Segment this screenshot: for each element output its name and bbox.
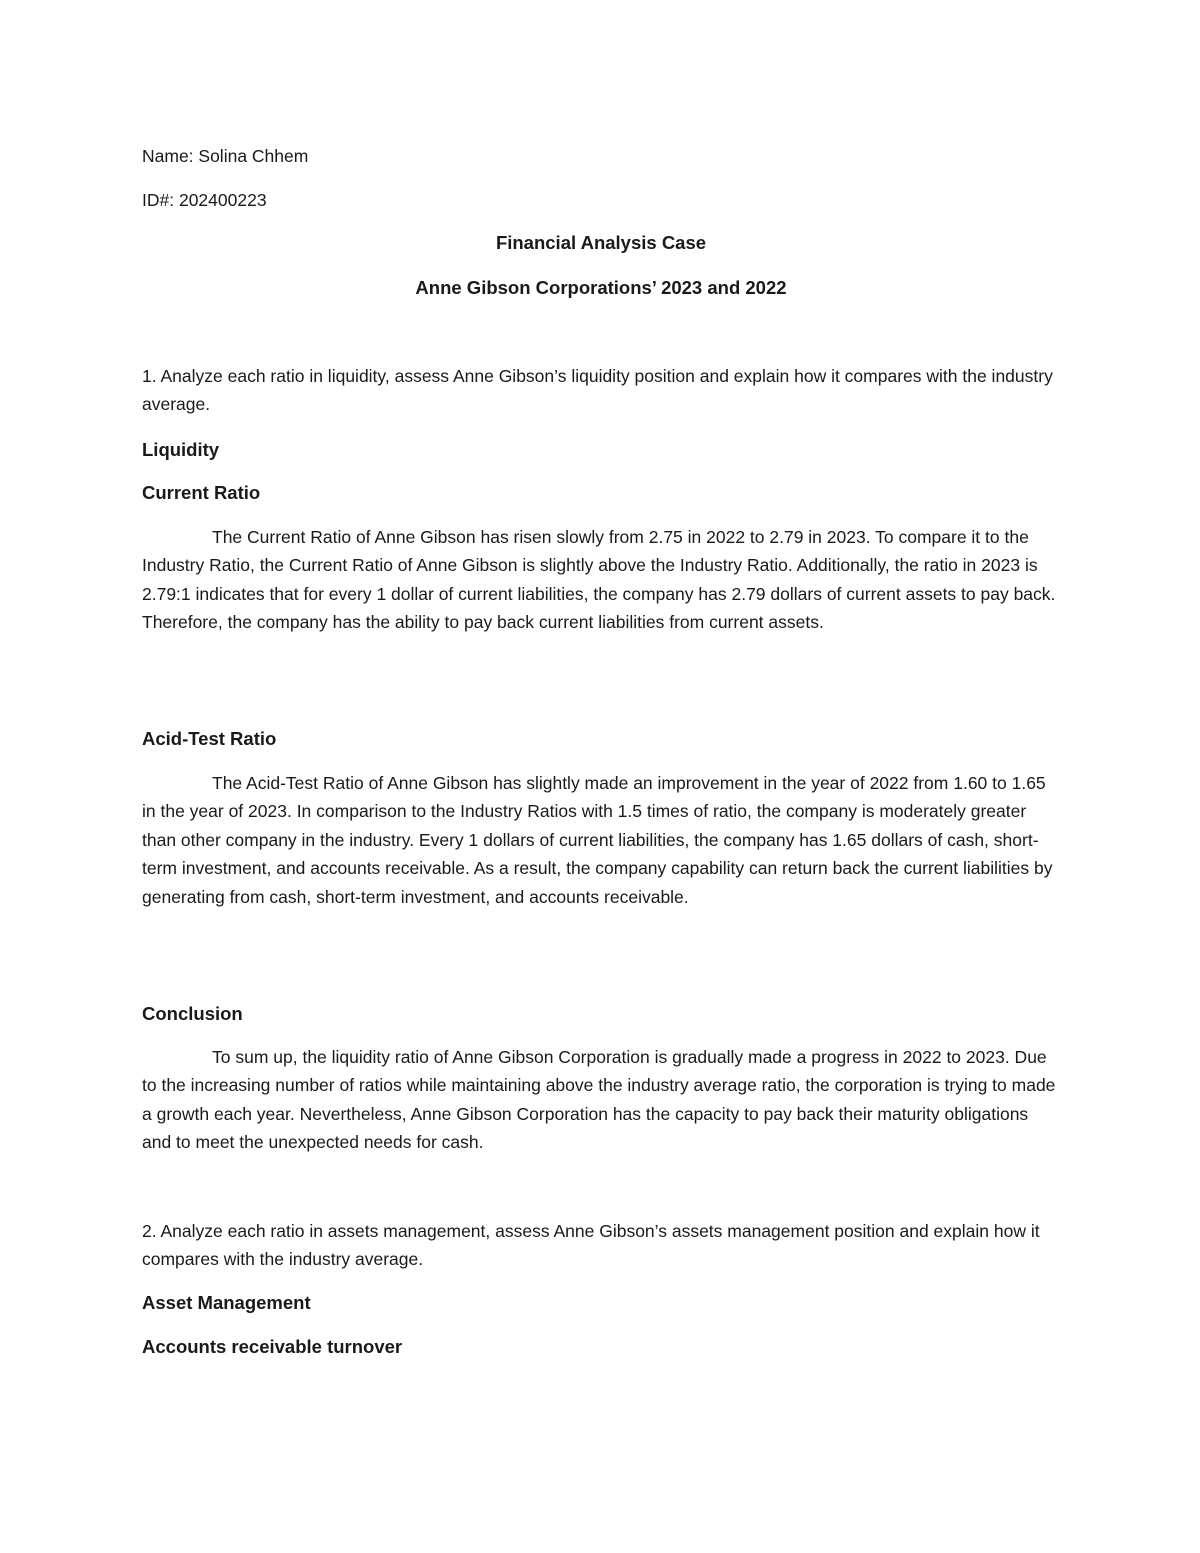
section-heading-asset-management: Asset Management [142, 1292, 311, 1313]
section-heading-liquidity: Liquidity [142, 439, 220, 460]
paragraph-conclusion: To sum up, the liquidity ratio of Anne Gibson Corporation is gradually made a progress in 2022 to 2023. Due to the increasing number of ratios while maintaining above the industry average ratio, the corporation is trying to made a growth each year. Nevertheless, Anne Gibson Corporation has the capacity to pay back their maturity obligations and to meet the unexpected needs for cash. [142, 1047, 1056, 1153]
document-subtitle: Anne Gibson Corporations’ 2023 and 2022 [415, 277, 787, 298]
paragraph-acid-test-ratio: The Acid-Test Ratio of Anne Gibson has slightly made an improvement in the year of 2022 from 1.60 to 1.65 in the year of 2023. In comparison to the Industry Ratios with 1.5 times of ratio, the company is moderately greater than other company in the industry. Every 1 dollars of current liabilities, the company has 1.65 dollars of cash, short-term investment, and accounts receivable. As a result, the company capability can return back the current liabilities by generating from cash, short-term investment, and accounts receivable. [142, 773, 1053, 907]
question-1: 1. Analyze each ratio in liquidity, assess Anne Gibson’s liquidity position and explain how it compares with the industry average. [142, 366, 1053, 415]
question-2: 2. Analyze each ratio in assets management, assess Anne Gibson’s assets management position and explain how it compares with the industry average. [142, 1221, 1040, 1270]
document-title: Financial Analysis Case [495, 232, 707, 253]
heading-conclusion: Conclusion [142, 1003, 243, 1024]
heading-acid-test-ratio: Acid-Test Ratio [142, 728, 277, 749]
student-id: ID#: 202400223 [142, 190, 267, 210]
heading-accounts-receivable-turnover: Accounts receivable turnover [142, 1336, 403, 1357]
heading-current-ratio: Current Ratio [142, 482, 261, 503]
paragraph-current-ratio: The Current Ratio of Anne Gibson has risen slowly from 2.75 in 2022 to 2.79 in 2023. To compare it to the Industry Ratio, the Current Ratio of Anne Gibson is slightly above the Industry Ratio. Additionally, the ratio in 2023 is 2.79:1 indicates that for every 1 dollar of current liabilities, the company has 2.79 dollars of current assets to pay back. Therefore, the company has the ability to pay back current liabilities from current assets. [142, 527, 1056, 633]
student-name: Name: Solina Chhem [142, 146, 309, 166]
